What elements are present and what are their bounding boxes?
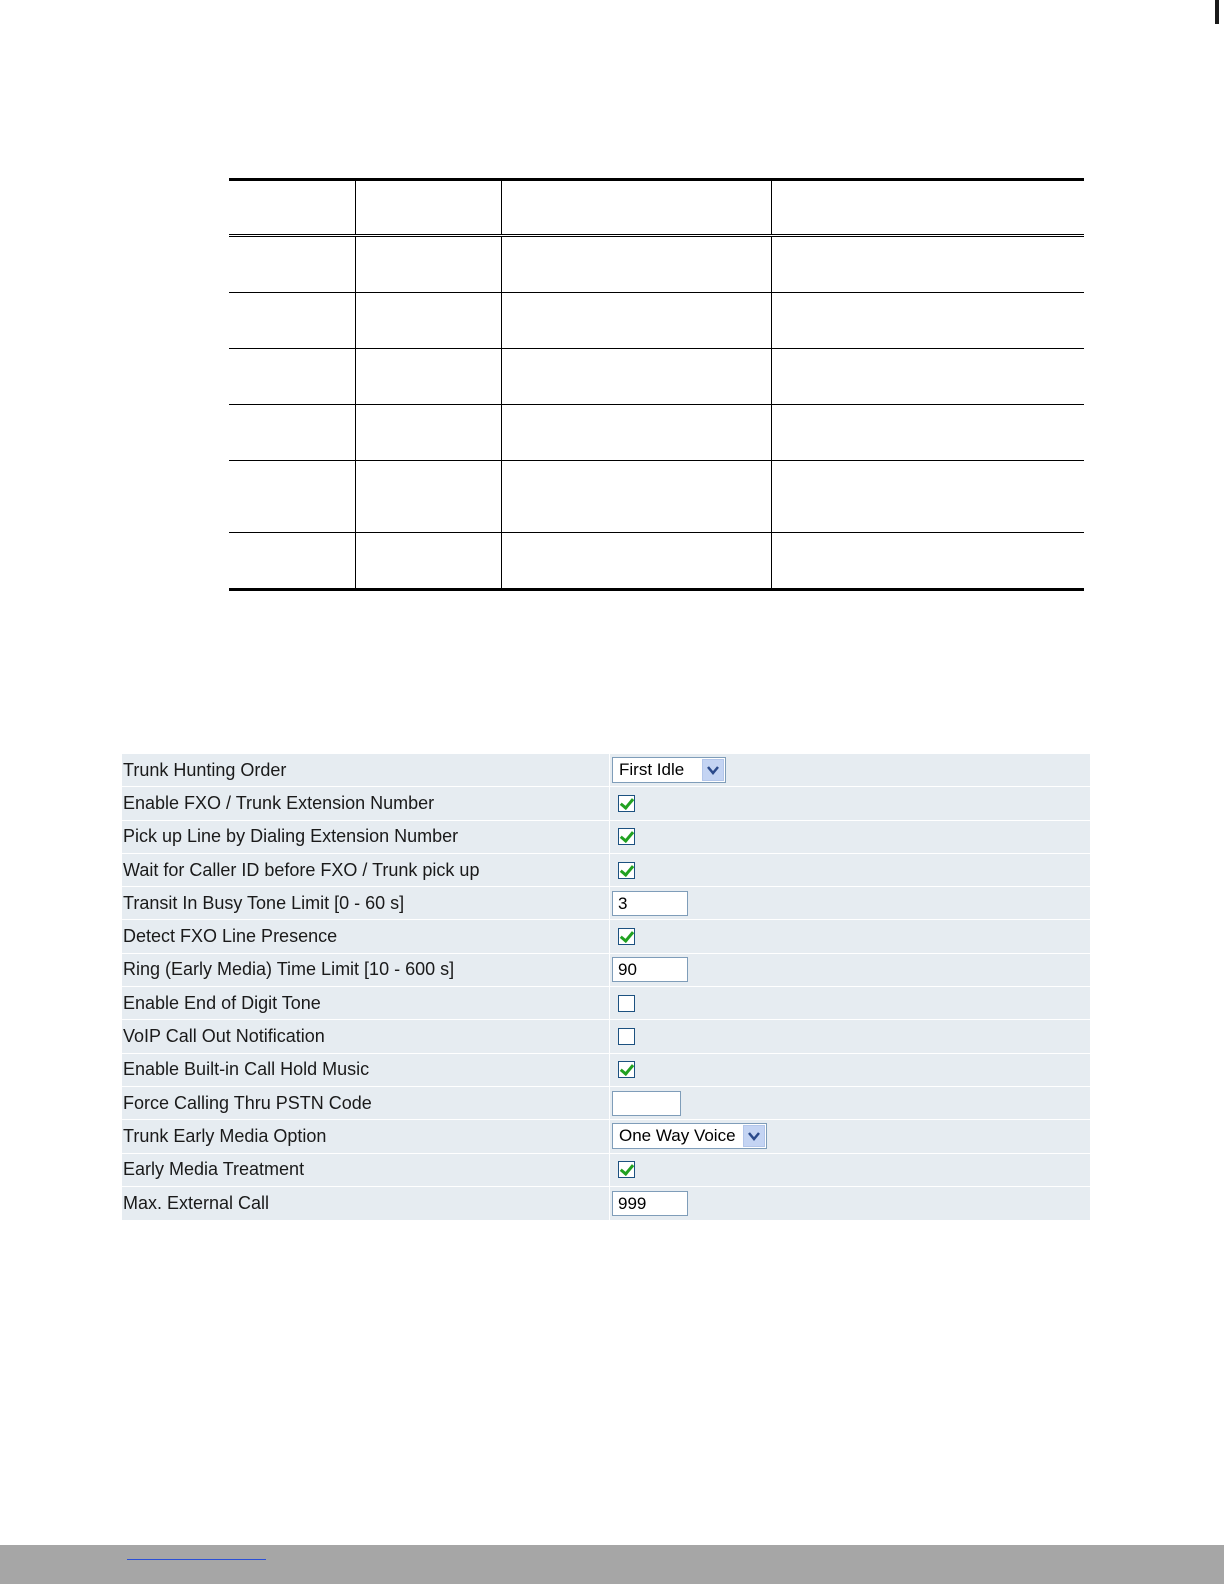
setting-label: Force Calling Thru PSTN Code bbox=[123, 1092, 372, 1113]
table-cell bbox=[771, 461, 1084, 533]
end-of-digit-tone-checkbox[interactable] bbox=[618, 995, 635, 1012]
table-cell bbox=[229, 405, 355, 461]
table-cell bbox=[501, 461, 771, 533]
call-hold-music-checkbox[interactable] bbox=[618, 1061, 635, 1078]
setting-label: Trunk Hunting Order bbox=[123, 759, 287, 780]
table-row bbox=[229, 293, 1084, 349]
setting-label: Enable End of Digit Tone bbox=[123, 992, 321, 1013]
setting-row-early-media-treatment bbox=[122, 1154, 1090, 1187]
table-cell bbox=[501, 236, 771, 293]
table-cell bbox=[771, 236, 1084, 293]
chevron-down-icon[interactable] bbox=[702, 759, 724, 781]
table-cell bbox=[771, 405, 1084, 461]
table-cell bbox=[501, 349, 771, 405]
setting-label: Early Media Treatment bbox=[123, 1159, 305, 1180]
setting-row-ring-time-limit bbox=[122, 954, 1090, 987]
table-header-row bbox=[229, 180, 1084, 236]
detect-line-presence-checkbox[interactable] bbox=[618, 928, 635, 945]
max-external-call-input[interactable]: 999 bbox=[612, 1191, 688, 1216]
setting-row-trunk-hunting-order bbox=[122, 754, 1090, 787]
ring-time-limit-input[interactable]: 90 bbox=[612, 957, 688, 982]
setting-row-end-of-digit-tone bbox=[122, 987, 1090, 1020]
setting-label: Detect FXO Line Presence bbox=[123, 926, 338, 947]
setting-row-wait-for-caller-id bbox=[122, 854, 1090, 887]
table-header-cell bbox=[229, 180, 355, 236]
setting-label: VoIP Call Out Notification bbox=[123, 1026, 325, 1047]
setting-row-trunk-early-media-option bbox=[122, 1120, 1090, 1153]
setting-row-pickup-by-extension bbox=[122, 821, 1090, 854]
setting-label: Max. External Call bbox=[123, 1193, 270, 1213]
table-cell bbox=[355, 236, 501, 293]
table-cell bbox=[229, 533, 355, 590]
table-row bbox=[229, 533, 1084, 590]
table-cell bbox=[229, 236, 355, 293]
setting-row-max-external-call bbox=[122, 1187, 1090, 1220]
select-value: One Way Voice bbox=[619, 1126, 736, 1146]
setting-label: Transit In Busy Tone Limit [0 - 60 s] bbox=[123, 892, 405, 913]
table-cell bbox=[229, 461, 355, 533]
setting-row-busy-tone-limit bbox=[122, 887, 1090, 920]
setting-row-pstn-code bbox=[122, 1087, 1090, 1120]
table-cell bbox=[501, 405, 771, 461]
document-table bbox=[229, 178, 1084, 591]
table-row bbox=[229, 236, 1084, 293]
table-cell bbox=[771, 349, 1084, 405]
page-corner-mark bbox=[1215, 0, 1219, 24]
footer-link[interactable] bbox=[127, 1559, 266, 1560]
table-cell bbox=[501, 533, 771, 590]
pstn-code-input[interactable] bbox=[612, 1091, 681, 1116]
setting-label: Trunk Early Media Option bbox=[123, 1125, 327, 1146]
enable-fxo-extension-checkbox[interactable] bbox=[618, 795, 635, 812]
setting-label: Enable Built-in Call Hold Music bbox=[123, 1059, 370, 1080]
setting-row-enable-fxo-extension bbox=[122, 787, 1090, 820]
busy-tone-limit-input[interactable]: 3 bbox=[612, 891, 688, 916]
table-cell bbox=[355, 349, 501, 405]
page-footer-bar bbox=[0, 1545, 1224, 1584]
table-cell bbox=[229, 293, 355, 349]
wait-for-caller-id-checkbox[interactable] bbox=[618, 862, 635, 879]
table-header-cell bbox=[771, 180, 1084, 236]
table-cell bbox=[355, 461, 501, 533]
table-row bbox=[229, 461, 1084, 533]
voip-call-out-notification-checkbox[interactable] bbox=[618, 1028, 635, 1045]
trunk-settings-panel bbox=[122, 754, 1090, 1220]
table-cell bbox=[771, 533, 1084, 590]
setting-label: Ring (Early Media) Time Limit [10 - 600 s] bbox=[123, 959, 455, 980]
table-cell bbox=[229, 349, 355, 405]
setting-row-call-hold-music bbox=[122, 1054, 1090, 1087]
setting-label: Pick up Line by Dialing Extension Number bbox=[123, 826, 459, 847]
trunk-hunting-order-select[interactable] bbox=[612, 757, 726, 783]
table-cell bbox=[501, 293, 771, 349]
early-media-treatment-checkbox[interactable] bbox=[618, 1161, 635, 1178]
table-row bbox=[229, 349, 1084, 405]
table-cell bbox=[771, 293, 1084, 349]
chevron-down-icon[interactable] bbox=[743, 1125, 765, 1147]
table-header-cell bbox=[355, 180, 501, 236]
setting-row-detect-line-presence bbox=[122, 920, 1090, 953]
table-row bbox=[229, 405, 1084, 461]
select-value: First Idle bbox=[619, 760, 685, 780]
setting-label: Wait for Caller ID before FXO / Trunk pick up bbox=[123, 859, 480, 880]
setting-row-voip-call-out-notification bbox=[122, 1020, 1090, 1053]
table-header-cell bbox=[501, 180, 771, 236]
pickup-by-extension-checkbox[interactable] bbox=[618, 828, 635, 845]
table-cell bbox=[355, 533, 501, 590]
setting-label: Enable FXO / Trunk Extension Number bbox=[123, 792, 435, 813]
table-cell bbox=[355, 293, 501, 349]
trunk-early-media-option-select[interactable] bbox=[612, 1123, 767, 1149]
table-cell bbox=[355, 405, 501, 461]
